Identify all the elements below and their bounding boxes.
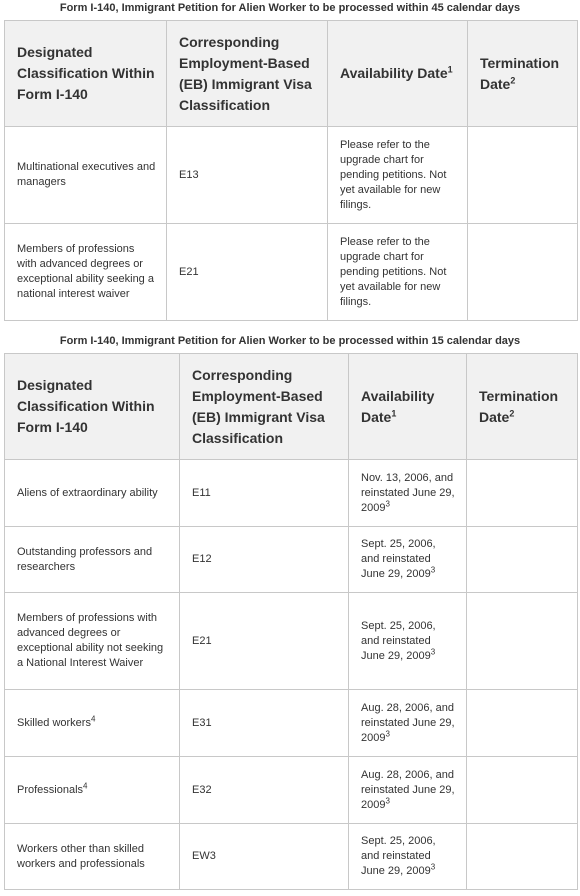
cell-availability: Please refer to the upgrade chart for pending petitions. Not yet available for new filings. [328,224,468,321]
footnote-marker: 1 [447,64,453,75]
cell-code: EW3 [180,824,349,890]
header-termination-date: Termination Date$^2$ [467,354,578,460]
footnote-marker: 4 [83,780,88,790]
cell-classification: Professionals$^4$ [5,757,180,824]
header-availability-date: Availability Date$^1$ [328,21,468,127]
cell-termination [467,527,578,593]
cell-code: E13 [167,127,328,224]
cell-code: E21 [180,593,349,690]
table-row [5,757,578,824]
footnote-marker: 3 [385,795,390,805]
footnote-marker: 3 [385,498,390,508]
header-classification: Designated Classification Within Form I-140 [5,21,167,127]
cell-termination [467,690,578,757]
cell-termination [467,824,578,890]
cell-code: E31 [180,690,349,757]
table-45-days [4,20,578,321]
cell-availability: Please refer to the upgrade chart for pending petitions. Not yet available for new filings. [328,127,468,224]
header-eb-classification: Corresponding Employment-Based (EB) Immigrant Visa Classification [167,21,328,127]
cell-availability: Nov. 13, 2006, and reinstated June 29, 2009$^3$ [349,460,467,527]
footnote-marker: 3 [430,646,436,656]
header-classification: Designated Classification Within Form I-140 [5,354,180,460]
cell-classification: Workers other than skilled workers and professionals [5,824,180,890]
cell-availability: Sept. 25, 2006, and reinstated June 29, 2009$^3$ [349,593,467,690]
cell-termination [468,224,578,321]
cell-availability: Aug. 28, 2006, and reinstated June 29, 2009$^3$ [349,757,467,824]
cell-termination [467,757,578,824]
table2-caption: Form I-140, Immigrant Petition for Alien Worker to be processed within 15 calendar days [59,335,521,347]
cell-code: E12 [180,527,349,593]
cell-code: E21 [167,224,328,321]
table-row [5,460,578,527]
cell-code: E11 [180,460,349,527]
footnote-marker: 3 [385,728,390,738]
footnote-marker: 3 [430,862,436,872]
cell-termination [468,127,578,224]
cell-classification: Multinational executives and managers [5,127,167,224]
cell-termination [467,460,578,527]
cell-classification: Aliens of extraordinary ability [5,460,180,527]
table1-caption: Form I-140, Immigrant Petition for Alien Worker to be processed within 45 calendar days [59,2,521,14]
table-row [5,593,578,690]
header-termination-date: Termination Date$^2$ [468,21,578,127]
table-row [5,527,578,593]
footnote-marker: 2 [510,74,516,85]
cell-classification: Members of professions with advanced degrees or exceptional ability seeking a national interest waiver [5,224,167,321]
table-row [5,127,578,224]
cell-availability: Sept. 25, 2006, and reinstated June 29, 2009$^3$ [349,824,467,890]
cell-classification: Outstanding professors and researchers [5,527,180,593]
cell-availability: Sept. 25, 2006, and reinstated June 29, 2009$^3$ [349,527,467,593]
footnote-marker: 2 [509,407,515,418]
footnote-marker: 4 [90,713,96,723]
footnote-marker: 3 [430,565,436,575]
table-row [5,224,578,321]
footnote-marker: 1 [391,407,397,418]
cell-availability: Aug. 28, 2006, and reinstated June 29, 2009$^3$ [349,690,467,757]
cell-classification: Members of professions with advanced degrees or exceptional ability not seeking a National Interest Waiver [5,593,180,690]
table-15-days [4,353,578,890]
table-row [5,690,578,757]
cell-classification: Skilled workers$^4$ [5,690,180,757]
cell-termination [467,593,578,690]
table-row [5,824,578,890]
cell-code: E32 [180,757,349,824]
header-availability-date: Availability Date$^1$ [349,354,467,460]
table-header-row [5,21,578,127]
table-header-row [5,354,578,460]
header-eb-classification: Corresponding Employment-Based (EB) Immigrant Visa Classification [180,354,349,460]
